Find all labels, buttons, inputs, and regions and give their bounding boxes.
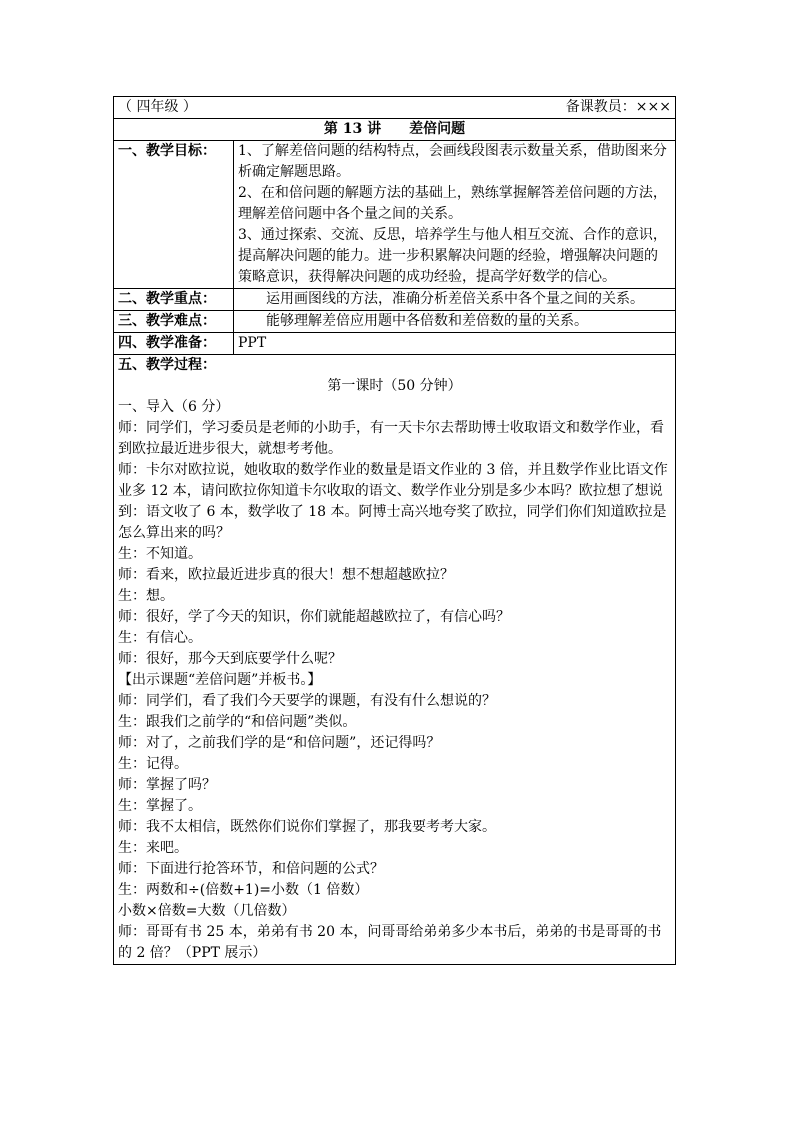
- difficulties-content: 能够理解差倍应用题中各倍数和差倍数的量的关系。: [234, 311, 676, 333]
- difficulties-label: 三、教学难点：: [114, 311, 234, 333]
- process-line: 生：记得。: [118, 756, 188, 772]
- process-line: 生：来吧。: [118, 840, 188, 856]
- difficulties-row: [114, 311, 676, 333]
- grade-label: （ 四年级 ）: [118, 99, 197, 115]
- title-row: [114, 119, 676, 141]
- lecture-number: 第 13 讲: [323, 121, 382, 137]
- lesson-plan-table: [113, 96, 676, 965]
- lesson-title: 第一课时（50 分钟）: [327, 378, 462, 394]
- process-line: 生：有信心。: [118, 630, 202, 646]
- process-label: 五、教学过程：: [118, 357, 216, 373]
- process-content: [114, 355, 676, 965]
- process-line: 师：下面进行抢答环节，和倍问题的公式？: [118, 861, 384, 877]
- process-line: 师：很好，学了今天的知识，你们就能超越欧拉了，有信心吗？: [118, 609, 510, 625]
- process-line: 师：对了，之前我们学的是“和倍问题”，还记得吗？: [118, 735, 441, 751]
- process-line: 师：同学们，看了我们今天要学的课题，有没有什么想说的？: [118, 693, 496, 709]
- header-row: [114, 97, 676, 119]
- process-row: [114, 355, 676, 965]
- objective-item: 1、了解差倍问题的结构特点，会画线段图表示数量关系，借助图来分析确定解题思路。: [238, 143, 667, 180]
- key-points-label: 二、教学重点：: [114, 289, 234, 311]
- process-line: 师：同学们，学习委员是老师的小助手，有一天卡尔去帮助博士收取语文和数学作业，看到欧拉最近进步很大，就想考考他。: [118, 420, 664, 457]
- lesson-plan-sheet: [113, 96, 676, 965]
- process-line: 生：不知道。: [118, 546, 202, 562]
- teacher-label: 备课教员：×××: [565, 99, 671, 115]
- process-line: 师：很好，那今天到底要学什么呢？: [118, 651, 342, 667]
- preparation-content: PPT: [234, 333, 676, 355]
- process-line: 一、导入（6 分）: [118, 399, 230, 415]
- process-line: 生：想。: [118, 588, 174, 604]
- preparation-row: [114, 333, 676, 355]
- process-line: 生：跟我们之前学的“和倍问题”类似。: [118, 714, 357, 730]
- process-line: 生：掌握了。: [118, 798, 202, 814]
- objective-item: 3、通过探索、交流、反思，培养学生与他人相互交流、合作的意识，提高解决问题的能力。进一步积累解决问题的经验，增强解决问题的策略意识，获得解决问题的成功经验，提高学好数学的信心。: [238, 227, 667, 285]
- process-lines: [118, 397, 671, 964]
- lecture-topic: 差倍问题: [409, 121, 466, 137]
- process-line: 师：卡尔对欧拉说，她收取的数学作业的数量是语文作业的 3 倍，并且数学作业比语文作业多 12 本，请问欧拉你知道卡尔收取的语文、数学作业分别是多少本吗？欧拉想了想说到：语文收了 6 本，数学收了 18 本。阿博士高兴地夸奖了欧拉，同学们你们知道欧拉是怎么算出来的吗？: [118, 462, 668, 541]
- process-line: 师：掌握了吗？: [118, 777, 216, 793]
- process-line: 师：我不太相信，既然你们说你们掌握了，那我要考考大家。: [118, 819, 496, 835]
- process-line: 生：两数和÷(倍数+1)=小数（1 倍数）: [118, 882, 369, 898]
- key-points-row: [114, 289, 676, 311]
- key-points-content: 运用画图线的方法，准确分析差倍关系中各个量之间的关系。: [234, 289, 676, 311]
- objective-item: 2、在和倍问题的解题方法的基础上，熟练掌握解答差倍问题的方法，理解差倍问题中各个量之间的关系。: [238, 185, 667, 222]
- process-line: 【出示课题“差倍问题”并板书。】: [118, 672, 322, 688]
- process-line: 师：看来，欧拉最近进步真的很大！想不想超越欧拉？: [118, 567, 454, 583]
- objectives-label: 一、教学目标：: [114, 141, 234, 289]
- preparation-label: 四、教学准备：: [114, 333, 234, 355]
- objectives-content: [234, 141, 676, 289]
- process-line: 师：哥哥有书 25 本，弟弟有书 20 本，问哥哥给弟弟多少本书后，弟弟的书是哥哥的书的 2 倍？（PPT 展示）: [118, 924, 662, 961]
- objectives-row: [114, 141, 676, 289]
- process-line: 小数×倍数=大数（几倍数）: [118, 903, 296, 919]
